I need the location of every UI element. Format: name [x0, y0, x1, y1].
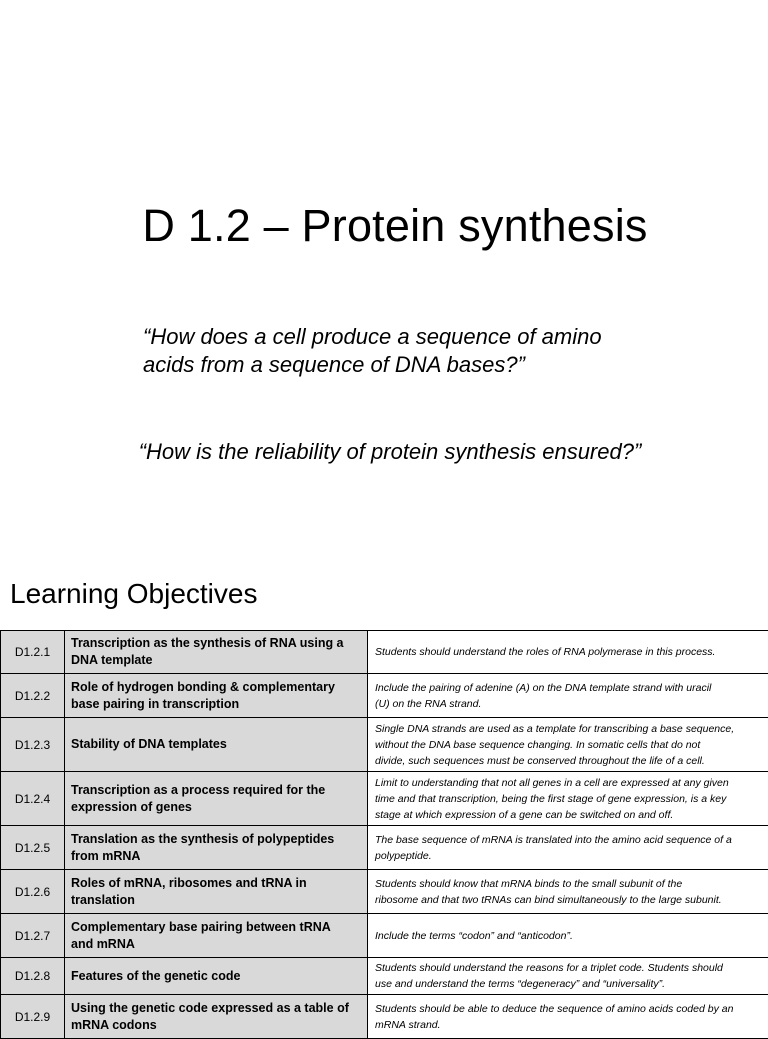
table-row: [1, 914, 768, 958]
objective-guidance: [368, 631, 768, 674]
objective-topic: [65, 826, 368, 870]
guiding-question-1-line-1: “How does a cell produce a sequence of amino: [143, 324, 602, 349]
table-row: [1, 631, 768, 674]
objective-code: D1.2.5: [1, 826, 65, 870]
objective-topic-line: mRNA codons: [71, 1017, 361, 1034]
table-row: [1, 870, 768, 914]
objective-guidance: [368, 772, 768, 826]
table-row: [1, 826, 768, 870]
table-row: [1, 772, 768, 826]
objective-topic: [65, 718, 368, 772]
objective-topic-line: Transcription as a process required for the: [71, 782, 361, 799]
objective-guidance: [368, 914, 768, 958]
objective-guidance-line: Students should be able to deduce the sequence of amino acids coded by an: [375, 1001, 761, 1017]
objective-topic: [65, 914, 368, 958]
objective-guidance-line: Include the pairing of adenine (A) on the DNA template strand with uracil: [375, 680, 761, 696]
objective-topic-line: Complementary base pairing between tRNA: [71, 919, 361, 936]
objective-topic: [65, 674, 368, 718]
objective-topic-line: Translation as the synthesis of polypeptides: [71, 831, 361, 848]
objective-code: D1.2.4: [1, 772, 65, 826]
slide-title: D 1.2 – Protein synthesis: [0, 200, 768, 252]
objective-guidance: [368, 826, 768, 870]
objective-guidance: [368, 958, 768, 995]
learning-objectives-table: [0, 630, 768, 1039]
objective-guidance-line: ribosome and that two tRNAs can bind simultaneously to the large subunit.: [375, 892, 761, 908]
table-row: [1, 674, 768, 718]
objective-guidance-line: Students should understand the roles of RNA polymerase in this process.: [375, 644, 761, 660]
objective-guidance-line: (U) on the RNA strand.: [375, 696, 761, 712]
objective-guidance-line: Students should know that mRNA binds to the small subunit of the: [375, 876, 761, 892]
objective-guidance-line: use and understand the terms “degeneracy” and “universality”.: [375, 976, 761, 992]
guiding-question-1-line-2: acids from a sequence of DNA bases?”: [143, 352, 525, 377]
objective-code: D1.2.6: [1, 870, 65, 914]
objective-code: D1.2.7: [1, 914, 65, 958]
table-row: [1, 958, 768, 995]
objective-topic: [65, 958, 368, 995]
objective-guidance: [368, 718, 768, 772]
objective-topic-line: and mRNA: [71, 936, 361, 953]
objective-topic-line: Using the genetic code expressed as a table of: [71, 1000, 361, 1017]
objective-topic-line: Features of the genetic code: [71, 968, 361, 985]
objective-guidance-line: divide, such sequences must be conserved throughout the life of a cell.: [375, 753, 761, 769]
objective-guidance-line: Include the terms “codon” and “anticodon”.: [375, 928, 761, 944]
objective-guidance: [368, 870, 768, 914]
objective-topic-line: DNA template: [71, 652, 361, 669]
objective-topic-line: Stability of DNA templates: [71, 736, 361, 753]
objective-topic-line: base pairing in transcription: [71, 696, 361, 713]
objective-guidance: [368, 995, 768, 1039]
objective-code: D1.2.9: [1, 995, 65, 1039]
objective-topic: [65, 870, 368, 914]
guiding-question-1: [143, 323, 663, 379]
objective-topic-line: Transcription as the synthesis of RNA using a: [71, 635, 361, 652]
table-row: [1, 995, 768, 1039]
objective-topic: [65, 631, 368, 674]
objective-guidance-line: Limit to understanding that not all genes in a cell are expressed at any given: [375, 775, 761, 791]
guiding-question-2: “How is the reliability of protein synthesis ensured?”: [0, 438, 768, 466]
objective-code: D1.2.2: [1, 674, 65, 718]
objective-topic-line: expression of genes: [71, 799, 361, 816]
objective-guidance-line: The base sequence of mRNA is translated into the amino acid sequence of a: [375, 832, 761, 848]
objective-code: D1.2.1: [1, 631, 65, 674]
table-row: [1, 718, 768, 772]
objective-code: D1.2.8: [1, 958, 65, 995]
objective-guidance-line: polypeptide.: [375, 848, 761, 864]
objective-guidance: [368, 674, 768, 718]
objective-guidance-line: time and that transcription, being the first stage of gene expression, is a key: [375, 791, 761, 807]
objective-topic: [65, 995, 368, 1039]
objective-guidance-line: Single DNA strands are used as a template for transcribing a base sequence,: [375, 721, 761, 737]
objective-topic-line: Roles of mRNA, ribosomes and tRNA in: [71, 875, 361, 892]
objective-topic: [65, 772, 368, 826]
learning-objectives-heading: Learning Objectives: [10, 578, 257, 610]
objective-topic-line: from mRNA: [71, 848, 361, 865]
objective-guidance-line: stage at which expression of a gene can be switched on and off.: [375, 807, 761, 823]
objective-topic-line: Role of hydrogen bonding & complementary: [71, 679, 361, 696]
objective-guidance-line: without the DNA base sequence changing. In somatic cells that do not: [375, 737, 761, 753]
objective-topic-line: translation: [71, 892, 361, 909]
objective-code: D1.2.3: [1, 718, 65, 772]
objective-guidance-line: mRNA strand.: [375, 1017, 761, 1033]
objective-guidance-line: Students should understand the reasons for a triplet code. Students should: [375, 960, 761, 976]
